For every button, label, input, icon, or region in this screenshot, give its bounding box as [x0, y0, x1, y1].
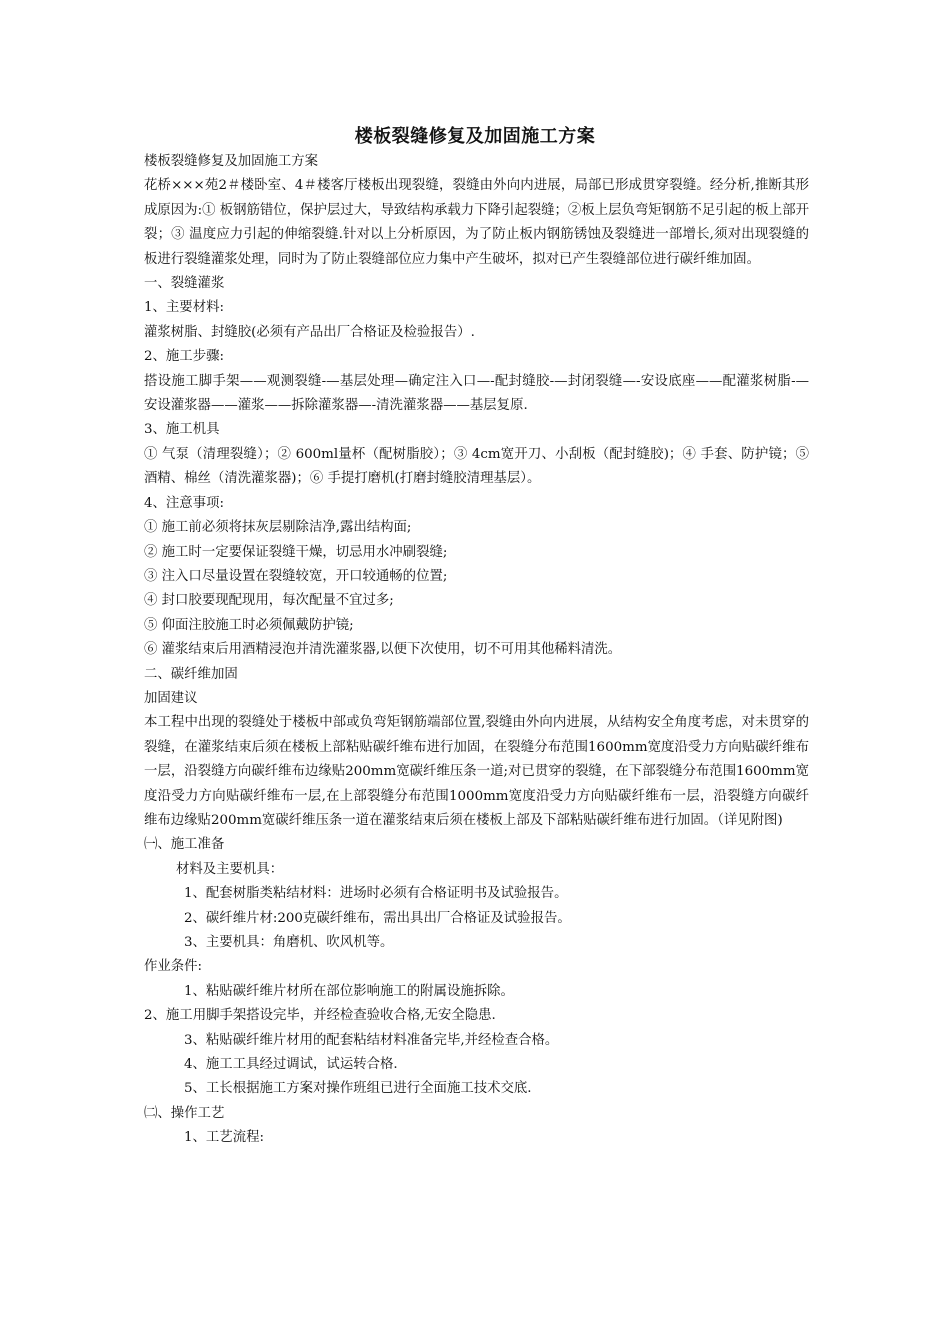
note-item: ① 施工前必须将抹灰层剔除洁净,露出结构面;: [144, 520, 412, 536]
note-item: ④ 封口胶要现配现用，每次配量不宜过多;: [144, 593, 394, 609]
subheading-notes: 4、注意事项:: [144, 495, 224, 511]
note-item: ⑥ 灌浆结束后用酒精浸泡并清洗灌浆器,以便下次使用，切不可用其他稀料清洗。: [144, 642, 622, 658]
prep-item: 3、主要机具：角磨机、吹风机等。: [184, 935, 394, 950]
condition-item: 5、工长根据施工方案对操作班组已进行全面施工技术交底.: [184, 1081, 532, 1097]
steps-text: 搭设施工脚手架——观测裂缝-—基层处理—确定注入口—-配封缝胶-—封闭裂缝—-安设底座——配灌浆树脂-—安设灌浆器——灌浆——拆除灌浆器—-清洗灌浆器——基层复原.: [144, 373, 809, 414]
document-title: 楼板裂缝修复及加固施工方案: [354, 126, 596, 147]
note-item: ② 施工时一定要保证裂缝干燥，切忌用水冲刷裂缝;: [144, 544, 448, 560]
heading-preparation: ㈠、施工准备: [144, 837, 225, 853]
heading-operation: ㈡、操作工艺: [144, 1105, 225, 1121]
work-conditions-label: 作业条件:: [144, 959, 203, 975]
condition-item: 4、施工工具经过调试，试运转合格.: [184, 1057, 398, 1073]
condition-item: 2、施工用脚手架搭设完毕，并经检查验收合格,无安全隐患.: [144, 1008, 496, 1024]
document-body: [144, 150, 809, 1151]
document-subtitle: 楼板裂缝修复及加固施工方案: [144, 154, 319, 169]
suggestion-paragraph: 本工程中出现的裂缝处于楼板中部或负弯矩钢筋端部位置,裂缝由外向内进展，从结构安全角度考虑，对未贯穿的裂缝，在灌浆结束后须在楼板上部粘贴碳纤维布进行加固，在裂缝分布范围1600mm宽度沿受力方向贴碳纤维布一层，沿裂缝方向碳纤维布边缘贴200mm宽碳纤维压条一道;对已贯穿的裂缝，在下部裂缝分布范围1600mm宽度沿受力方向贴碳纤维布一层,在上部裂缝分布范围1000mm宽度沿受力方向贴碳纤维布一层，沿裂缝方向碳纤维布边缘贴200mm宽碳纤维压条一道在灌浆结束后须在楼板上部及下部粘贴碳纤维布进行加固。（详见附图): [144, 715, 809, 828]
subheading-tools: 3、施工机具: [144, 422, 220, 438]
subheading-steps: 2、施工步骤:: [144, 349, 224, 365]
note-item: ③ 注入口尽量设置在裂缝较宽，开口较通畅的位置;: [144, 568, 448, 584]
section-heading-carbon-fiber: 二、碳纤维加固: [144, 666, 238, 682]
tools-text: ① 气泵（清理裂缝）；② 600ml量杯（配树脂胶）；③ 4cm宽开刀、小刮板（配封缝胶)；④ 手套、防护镜；⑤ 酒精、棉丝（清洗灌浆器)；⑥ 手提打磨机(打磨封缝胶清理基层）。: [144, 446, 809, 487]
materials-tools-label: 材料及主要机具：: [176, 861, 284, 877]
intro-paragraph: 花桥×××苑2＃楼卧室、4＃楼客厅楼板出现裂缝，裂缝由外向内进展，局部已形成贯穿裂缝。经分析,推断其形成原因为:① 板钢筋错位，保护层过大，导致结构承载力下降引起裂缝；②板上层负弯矩钢筋不足引起的板上部开裂；③ 温度应力引起的伸缩裂缝.针对以上分析原因，为了防止板内钢筋锈蚀及裂缝进一部增长,须对出现裂缝的板进行裂缝灌浆处理，同时为了防止裂缝部位应力集中产生破坏，拟对已产生裂缝部位进行碳纤维加固。: [144, 178, 809, 267]
condition-item: 1、粘贴碳纤维片材所在部位影响施工的附属设施拆除。: [184, 983, 514, 999]
section-heading-grouting: 一、裂缝灌浆: [144, 276, 225, 292]
condition-item: 3、粘贴碳纤维片材用的配套粘结材料准备完毕,并经检查合格。: [184, 1032, 559, 1048]
prep-item: 2、碳纤维片材:200克碳纤维布，需出具出厂合格证及试验报告。: [184, 910, 571, 926]
process-flow-label: 1、工艺流程:: [184, 1130, 264, 1146]
materials-text: 灌浆树脂、封缝胶(必须有产品出厂合格证及检验报告）.: [144, 324, 475, 340]
prep-item: 1、配套树脂类粘结材料：进场时必须有合格证明书及试验报告。: [184, 886, 568, 902]
subheading-materials: 1、主要材料:: [144, 300, 224, 316]
subheading-suggestion: 加固建议: [144, 690, 198, 706]
note-item: ⑤ 仰面注胶施工时必须佩戴防护镜;: [144, 617, 354, 633]
